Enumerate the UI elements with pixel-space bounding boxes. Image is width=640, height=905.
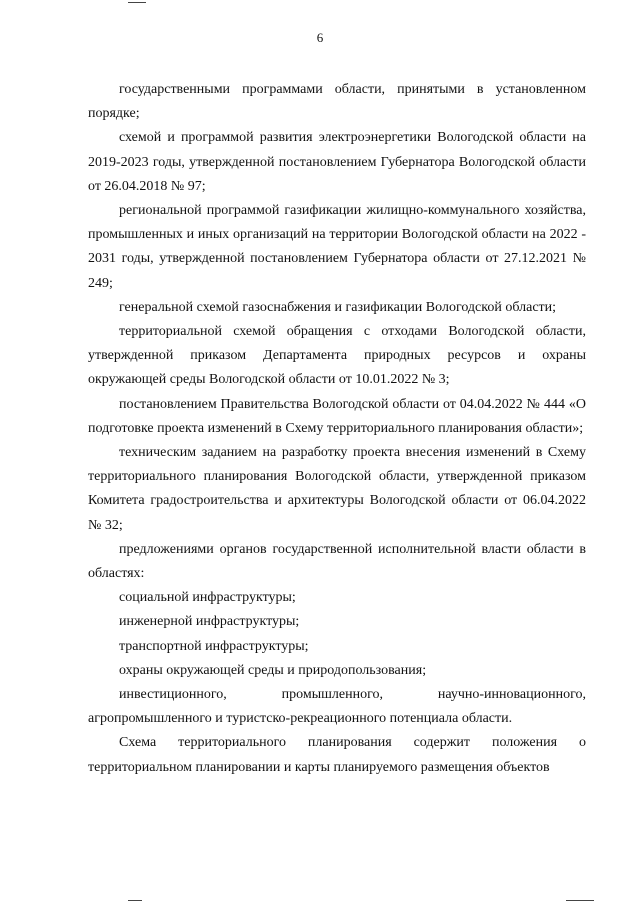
document-body	[88, 78, 586, 780]
page-number: 6	[316, 30, 324, 45]
list-item: транспортной инфраструктуры;	[119, 638, 309, 654]
paragraph: постановлением Правительства Вологодской области от 04.04.2022 № 444 «О подготовке проекта изменений в Схему территориального планирования области»;	[88, 396, 586, 436]
paragraph: предложениями органов государственной исполнительной власти области в областях:	[88, 541, 586, 582]
list-item: инвестиционного, промышленного, научно-инновационного, агропромышленного и туристско-рекреационного потенциала области.	[88, 687, 586, 727]
paragraph: Схема территориального планирования содержит положения о территориальном планировании и карты планируемого размещения объектов	[88, 735, 586, 775]
paragraph: государственными программами области, принятыми в установленном порядке;	[88, 82, 586, 122]
paragraph: техническим заданием на разработку проекта внесения изменений в Схему территориального планирования Вологодской области, утвержденной приказом Комитета градостроительства и архитектуры Вологодской области от 06.04.2022 № 32;	[88, 445, 586, 533]
paragraph: схемой и программой развития электроэнергетики Вологодской области на 2019-2023 годы, утвержденной постановлением Губернатора Вологодской области от 26.04.2018 № 97;	[88, 130, 586, 194]
paragraph: генеральной схемой газоснабжения и газификации Вологодской области;	[119, 299, 557, 315]
paragraph: региональной программой газификации жилищно-коммунального хозяйства, промышленных и иных организаций на территории Вологодской области на 2022 - 2031 годы, утвержденной постановлением Губернатора области от 27.12.2021 № 249;	[88, 203, 586, 291]
list-item: социальной инфраструктуры;	[119, 590, 296, 606]
list-item: инженерной инфраструктуры;	[119, 614, 300, 630]
scan-artifact-top	[128, 2, 146, 3]
list-item: охраны окружающей среды и природопользования;	[119, 662, 427, 678]
scan-artifact-bottom-right	[566, 900, 594, 901]
scan-artifact-bottom-left	[128, 900, 142, 901]
paragraph: территориальной схемой обращения с отходами Вологодской области, утвержденной приказом Департамента природных ресурсов и охраны окружающей среды Вологодской области от 10.01.2022 № 3;	[88, 324, 586, 388]
